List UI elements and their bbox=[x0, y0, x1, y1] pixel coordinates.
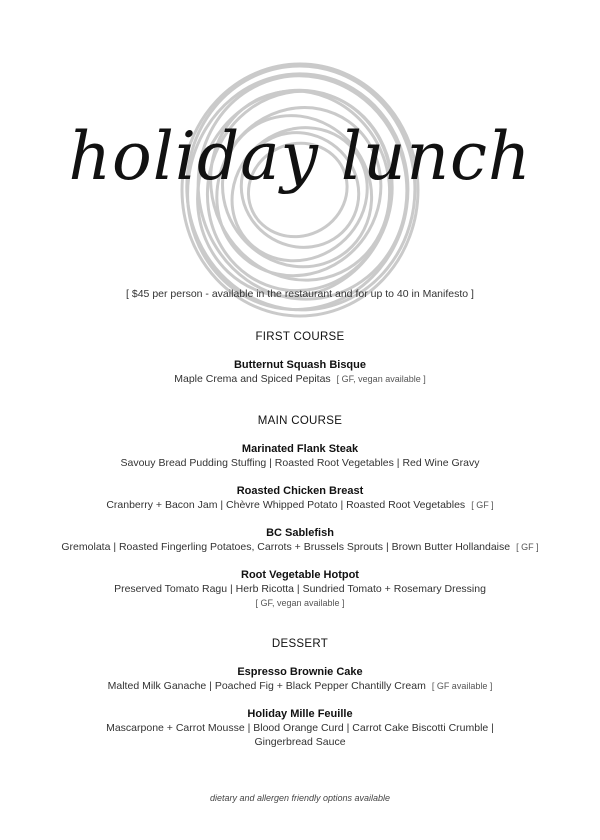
dietary-tag: [ GF, vegan available ] bbox=[255, 598, 345, 608]
dish-description bbox=[20, 679, 580, 693]
dish-description: Preserved Tomato Ragu | Herb Ricotta | Sundried Tomato + Rosemary Dressing bbox=[114, 583, 486, 595]
section-heading-main-course: MAIN COURSE bbox=[257, 415, 343, 427]
dietary-tag: [ GF available ] bbox=[431, 681, 493, 691]
dish-desc-text: Cranberry + Bacon Jam | Chèvre Whipped Potato | Roasted Root Vegetables bbox=[106, 499, 466, 511]
dish-description bbox=[20, 372, 580, 386]
dish-name: Holiday Mille Feuille bbox=[247, 708, 353, 720]
section-heading-first-course: FIRST COURSE bbox=[255, 331, 345, 343]
dish-marinated-flank-steak bbox=[20, 442, 580, 470]
dish-holiday-mille-feuille bbox=[20, 707, 580, 749]
dish-name: BC Sablefish bbox=[266, 527, 334, 539]
dish-desc-text: Gremolata | Roasted Fingerling Potatoes, Carrots + Brussels Sprouts | Brown Butter Hollandaise bbox=[61, 541, 511, 553]
dish-butternut-squash-bisque bbox=[20, 358, 580, 386]
dish-description: Mascarpone + Carrot Mousse | Blood Orange Curd | Carrot Cake Biscotti Crumble | bbox=[106, 722, 494, 734]
dish-roasted-chicken-breast bbox=[20, 484, 580, 512]
dish-name: Roasted Chicken Breast bbox=[236, 485, 364, 497]
dish-desc-text: Maple Crema and Spiced Pepitas bbox=[174, 373, 331, 385]
dish-espresso-brownie-cake bbox=[20, 665, 580, 693]
dish-desc-text: Malted Milk Ganache | Poached Fig + Black Pepper Chantilly Cream bbox=[107, 680, 426, 692]
dish-description bbox=[20, 540, 580, 554]
menu-title: holiday lunch bbox=[68, 118, 532, 195]
dietary-tag: [ GF ] bbox=[471, 500, 494, 510]
dish-bc-sablefish bbox=[20, 526, 580, 554]
dish-root-vegetable-hotpot bbox=[20, 568, 580, 610]
dietary-tag: [ GF, vegan available ] bbox=[336, 374, 426, 384]
dish-name: Root Vegetable Hotpot bbox=[241, 569, 359, 581]
price-note: [ $45 per person - available in the restaurant and for up to 40 in Manifesto ] bbox=[126, 288, 474, 300]
dish-description bbox=[20, 498, 580, 512]
dish-description: Savouy Bread Pudding Stuffing | Roasted Root Vegetables | Red Wine Gravy bbox=[120, 457, 480, 469]
dish-name: Espresso Brownie Cake bbox=[237, 666, 363, 678]
dietary-tag: [ GF ] bbox=[516, 542, 539, 552]
footer-note: dietary and allergen friendly options available bbox=[209, 793, 391, 803]
dish-name: Butternut Squash Bisque bbox=[233, 359, 366, 371]
section-heading-dessert: DESSERT bbox=[271, 638, 329, 650]
dish-description-line-2: Gingerbread Sauce bbox=[254, 736, 346, 748]
dish-name: Marinated Flank Steak bbox=[241, 443, 359, 455]
